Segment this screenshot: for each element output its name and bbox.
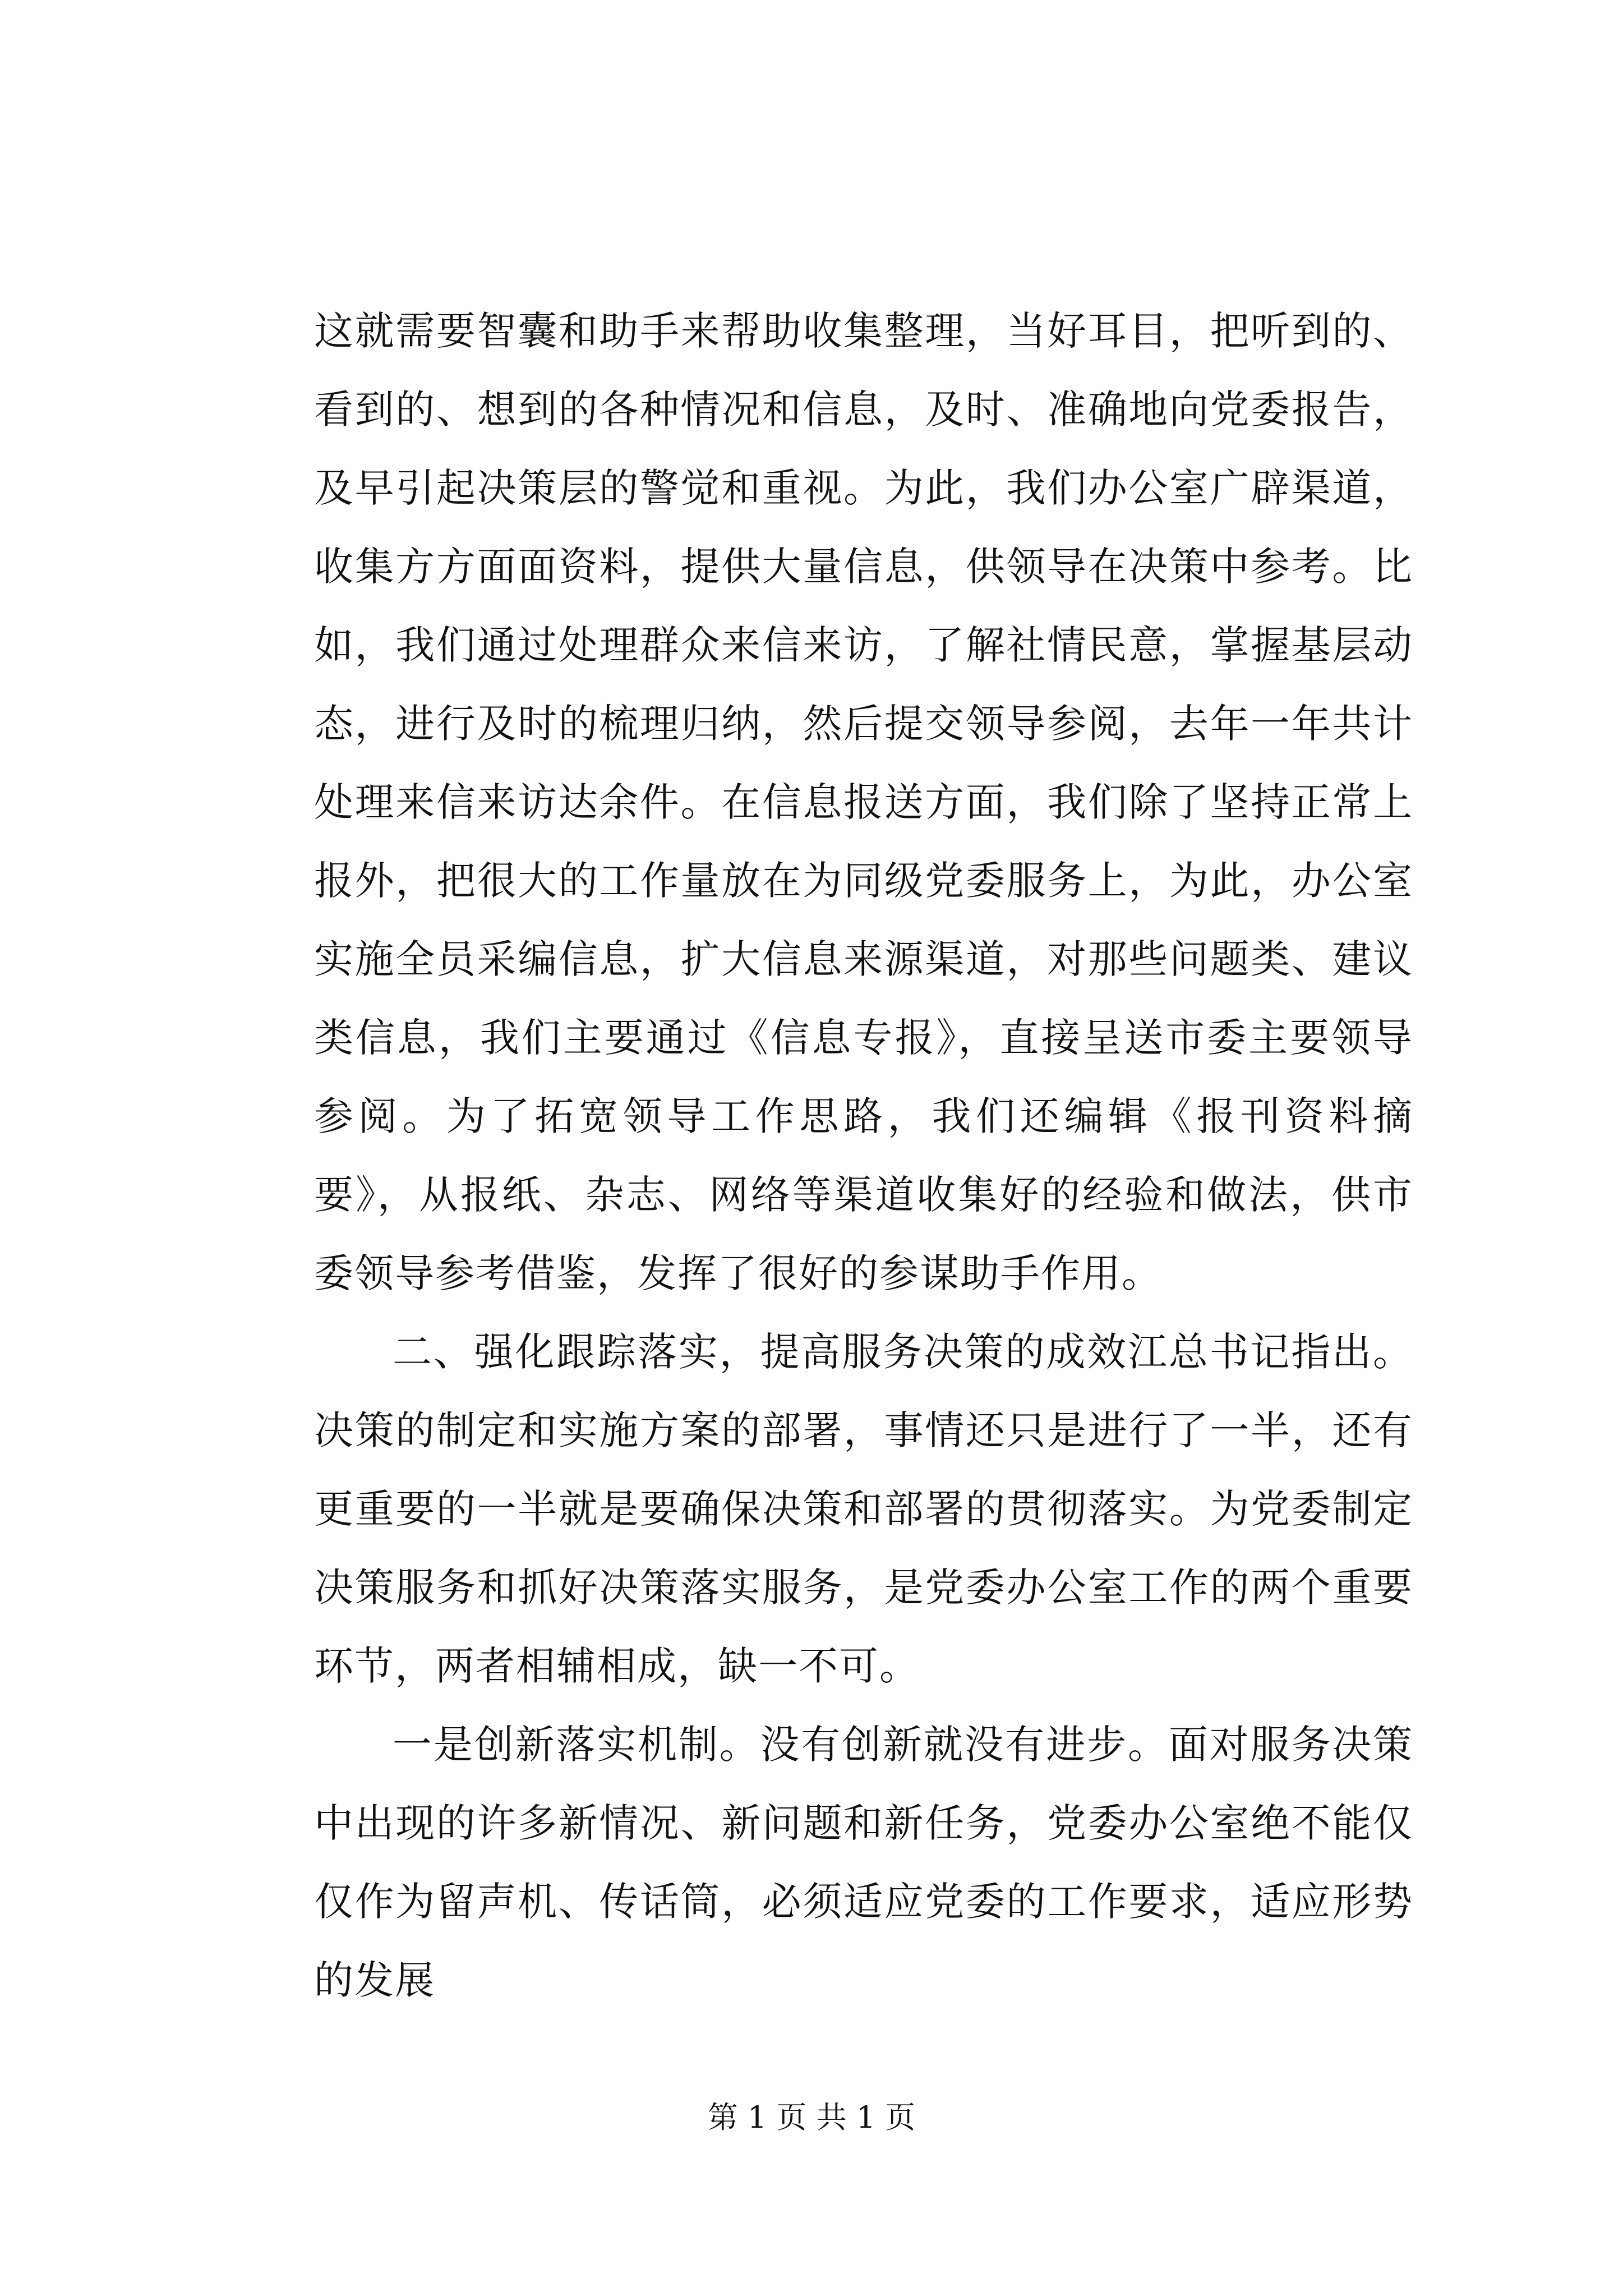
body-paragraph: 这就需要智囊和助手来帮助收集整理，当好耳目，把听到的、看到的、想到的各种情况和信息，及时、准确地向党委报告，及早引起决策层的警觉和重视。为此，我们办公室广辟渠道，收集方方面面资料，提供大量信息，供领导在决策中参考。比如，我们通过处理群众来信来访，了解社情民意，掌握基层动态，进行及时的梳理归纳，然后提交领导参阅，去年一年共计处理来信来访达余件。在信息报送方面，我们除了坚持正常上报外，把很大的工作量放在为同级党委服务上，为此，办公室实施全员采编信息，扩大信息来源渠道，对那些问题类、建议类信息，我们主要通过《信息专报》，直接呈送市委主要领导参阅。为了拓宽领导工作思路，我们还编辑《报刊资料摘要》，从报纸、杂志、网络等渠道收集好的经验和做法，供市委领导参考借鉴，发挥了很好的参谋助手作用。 bbox=[314, 308, 1413, 1296]
body-paragraph: 一是创新落实机制。没有创新就没有进步。面对服务决策中出现的许多新情况、新问题和新任务，党委办公室绝不能仅仅作为留声机、传话筒，必须适应党委的工作要求，适应形势的发展 bbox=[314, 1722, 1413, 2003]
body-paragraph: 二、强化跟踪落实，提高服务决策的成效江总书记指出。决策的制定和实施方案的部署，事情还只是进行了一半，还有更重要的一半就是要确保决策和部署的贯彻落实。为党委制定决策服务和抓好决策落实服务，是党委办公室工作的两个重要环节，两者相辅相成，缺一不可。 bbox=[314, 1329, 1413, 1689]
document-body bbox=[314, 292, 1413, 2019]
page-footer: 第 1 页 共 1 页 bbox=[707, 2100, 916, 2135]
